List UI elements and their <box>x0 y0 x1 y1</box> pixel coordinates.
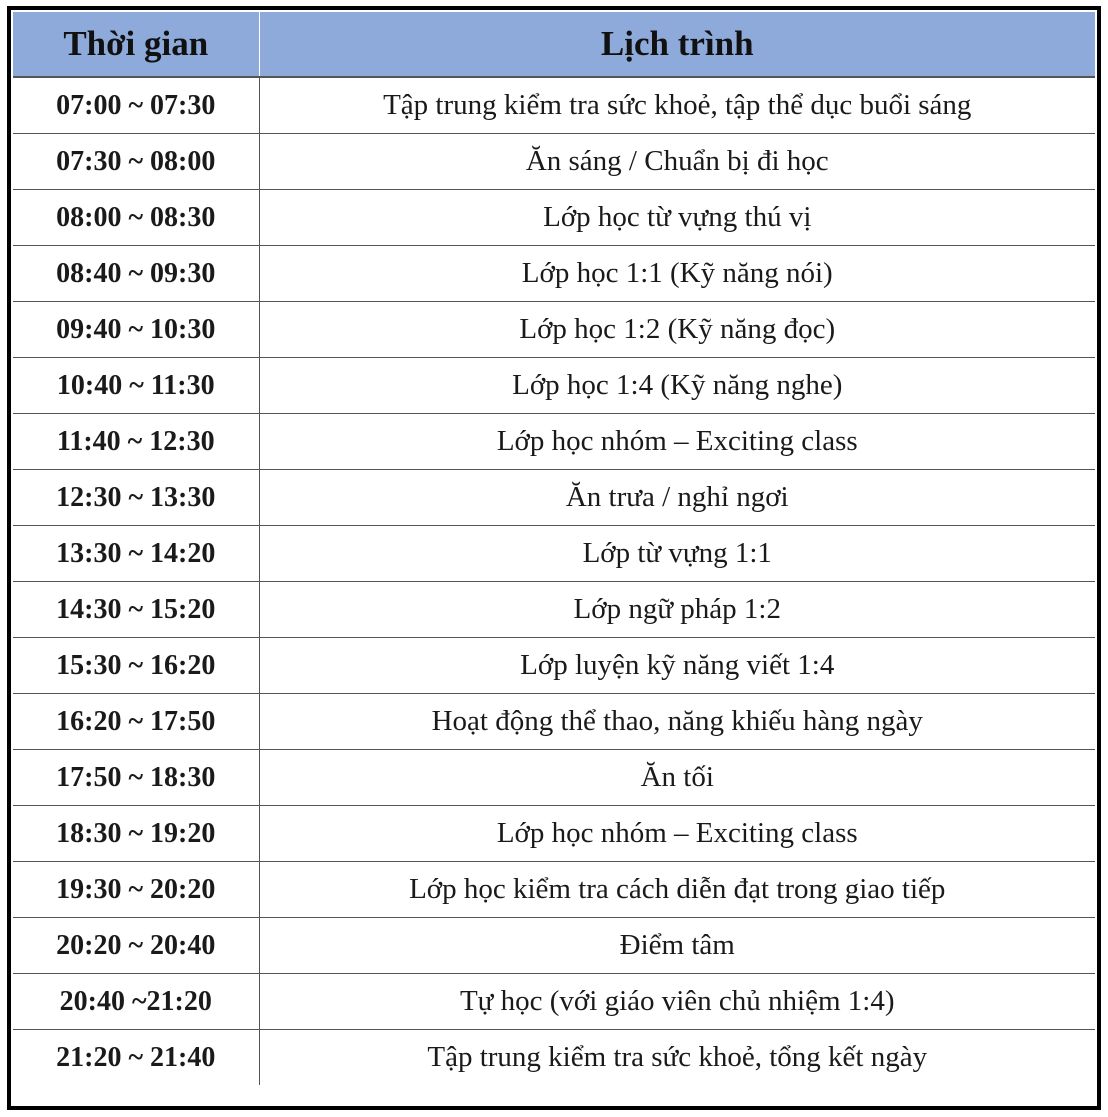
time-cell: 07:30 ~ 08:00 <box>13 134 259 190</box>
time-cell: 10:40 ~ 11:30 <box>13 358 259 414</box>
schedule-table <box>13 12 1095 1085</box>
time-cell: 16:20 ~ 17:50 <box>13 694 259 750</box>
time-cell: 09:40 ~ 10:30 <box>13 302 259 358</box>
time-cell: 12:30 ~ 13:30 <box>13 470 259 526</box>
activity-cell: Lớp học từ vựng thú vị <box>259 190 1095 246</box>
activity-cell: Ăn trưa / nghỉ ngơi <box>259 470 1095 526</box>
table-row <box>13 918 1095 974</box>
table-row <box>13 1030 1095 1086</box>
activity-cell: Tập trung kiểm tra sức khoẻ, tập thể dục buổi sáng <box>383 89 972 121</box>
time-cell: 11:40 ~ 12:30 <box>13 414 259 470</box>
table-row <box>13 414 1095 470</box>
table-row <box>13 806 1095 862</box>
time-cell: 08:00 ~ 08:30 <box>13 190 259 246</box>
table-row <box>13 638 1095 694</box>
time-cell: 13:30 ~ 14:20 <box>13 526 259 582</box>
activity-cell: Lớp học nhóm – Exciting class <box>259 414 1095 470</box>
activity-cell: Ăn sáng / Chuẩn bị đi học <box>259 134 1095 190</box>
table-row <box>13 190 1095 246</box>
table-row <box>13 246 1095 302</box>
time-column-header: Thời gian <box>13 12 259 77</box>
table-row <box>13 582 1095 638</box>
activity-cell: Lớp học kiểm tra cách diễn đạt trong giao tiếp <box>259 862 1095 918</box>
activity-cell: Tập trung kiểm tra sức khoẻ, tổng kết ngày <box>259 1030 1095 1086</box>
header-row <box>13 12 1095 77</box>
time-cell: 17:50 ~ 18:30 <box>13 750 259 806</box>
time-cell: 19:30 ~ 20:20 <box>13 862 259 918</box>
table-row <box>13 862 1095 918</box>
time-cell: 07:00 ~ 07:30 <box>13 77 259 134</box>
activity-cell: Hoạt động thể thao, năng khiếu hàng ngày <box>259 694 1095 750</box>
time-cell: 14:30 ~ 15:20 <box>13 582 259 638</box>
activity-cell: Lớp ngữ pháp 1:2 <box>259 582 1095 638</box>
time-cell: 15:30 ~ 16:20 <box>13 638 259 694</box>
activity-column-header: Lịch trình <box>259 12 1095 77</box>
activity-cell: Ăn tối <box>259 750 1095 806</box>
activity-cell: Lớp từ vựng 1:1 <box>259 526 1095 582</box>
time-cell: 21:20 ~ 21:40 <box>13 1030 259 1086</box>
time-cell: 08:40 ~ 09:30 <box>13 246 259 302</box>
table-header <box>13 12 1095 77</box>
table-row <box>13 302 1095 358</box>
time-cell: 20:40 ~21:20 <box>13 974 259 1030</box>
time-cell: 20:20 ~ 20:40 <box>13 918 259 974</box>
table-row <box>13 134 1095 190</box>
table-row <box>13 694 1095 750</box>
table-row <box>13 358 1095 414</box>
table-row <box>13 77 1095 134</box>
table-row <box>13 470 1095 526</box>
time-cell: 18:30 ~ 19:20 <box>13 806 259 862</box>
activity-cell: Lớp luyện kỹ năng viết 1:4 <box>259 638 1095 694</box>
activity-cell: Lớp học nhóm – Exciting class <box>259 806 1095 862</box>
activity-cell: Lớp học 1:1 (Kỹ năng nói) <box>259 246 1095 302</box>
activity-cell: Lớp học 1:2 (Kỹ năng đọc) <box>259 302 1095 358</box>
activity-cell: Điểm tâm <box>259 918 1095 974</box>
table-row <box>13 974 1095 1030</box>
activity-cell: Tự học (với giáo viên chủ nhiệm 1:4) <box>259 974 1095 1030</box>
table-row <box>13 526 1095 582</box>
table-row <box>13 750 1095 806</box>
activity-cell: Lớp học 1:4 (Kỹ năng nghe) <box>259 358 1095 414</box>
schedule-frame <box>7 6 1101 1110</box>
table-body <box>13 77 1095 1085</box>
